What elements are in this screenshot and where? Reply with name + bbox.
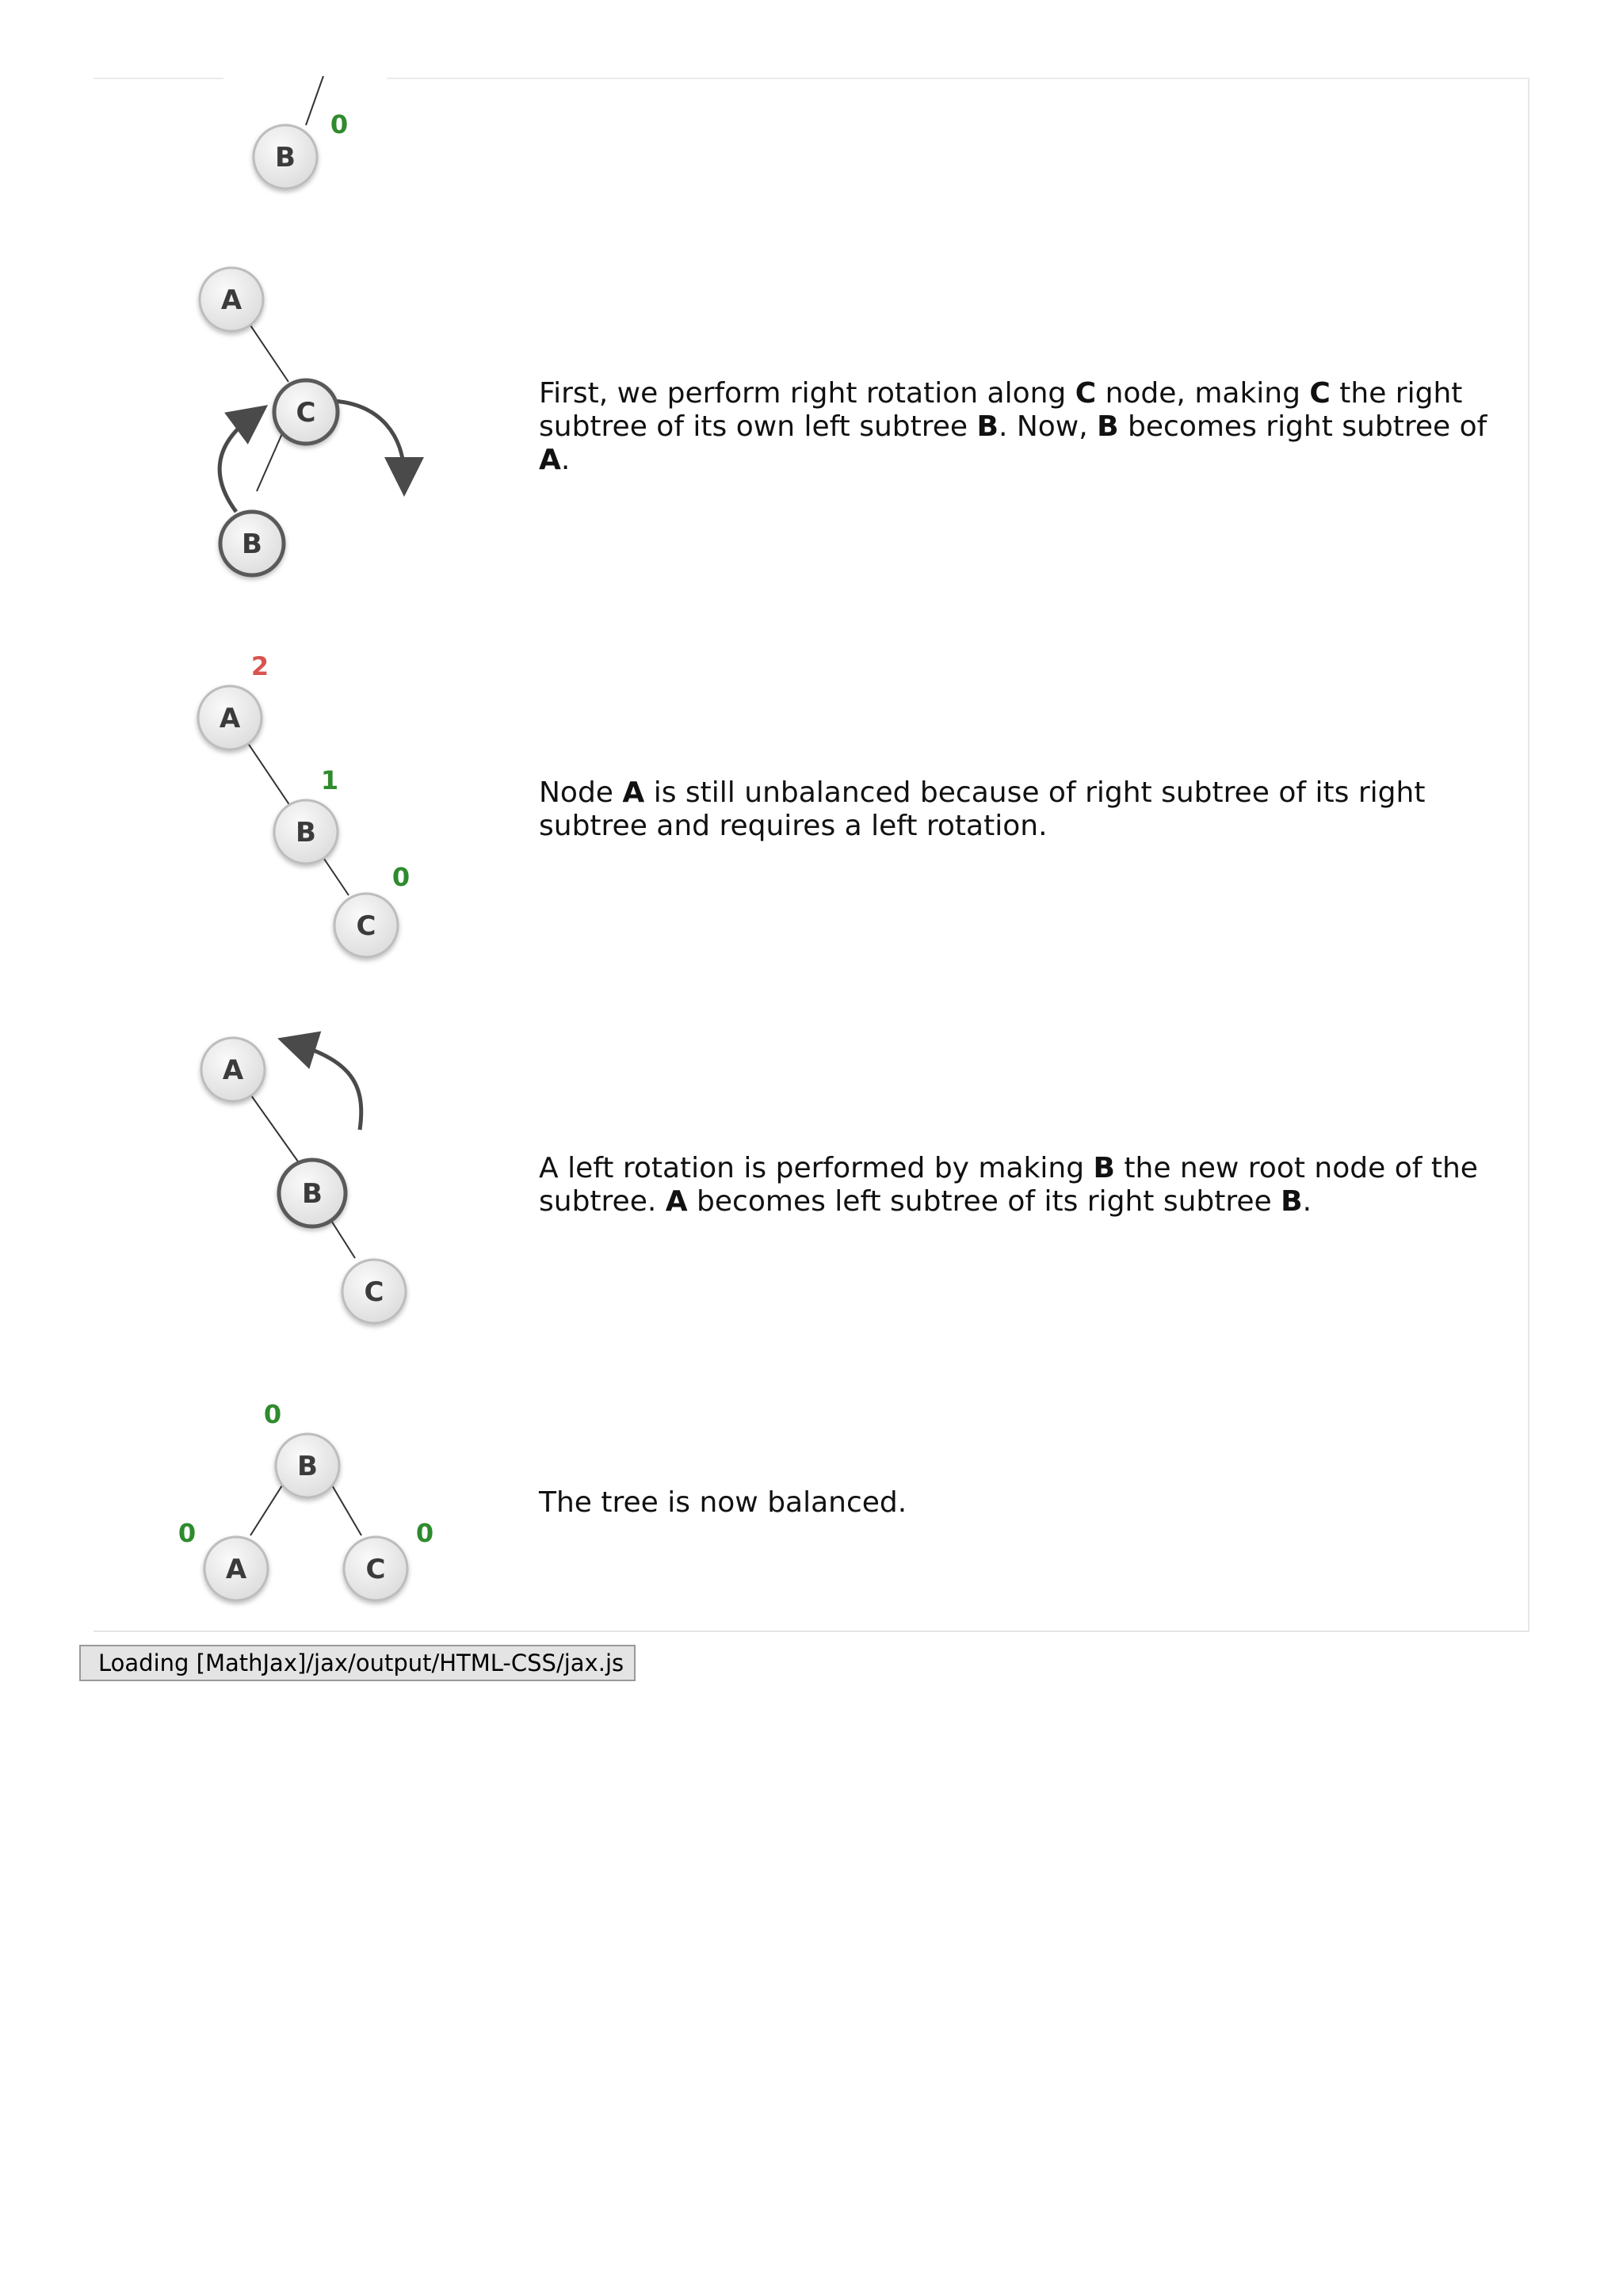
diagram-row3 bbox=[151, 1006, 468, 1339]
step-description: The tree is now balanced. bbox=[539, 1486, 907, 1519]
balance-factor: 2 bbox=[250, 651, 269, 681]
tree-node bbox=[201, 1038, 265, 1101]
tree-node bbox=[344, 1537, 407, 1600]
mathjax-loading-status bbox=[79, 1645, 636, 1681]
tree-node bbox=[254, 125, 317, 189]
step-description: Node A is still unbalanced because of right subtree of its right subtree and requires a left rotation. bbox=[539, 776, 1426, 842]
tree-node bbox=[198, 686, 262, 749]
tree-node bbox=[274, 800, 338, 864]
svg-text:C: C bbox=[364, 1276, 384, 1308]
svg-text:B: B bbox=[242, 528, 262, 560]
svg-text:B: B bbox=[296, 817, 316, 849]
tree-edge bbox=[306, 76, 323, 125]
rotation-arrow bbox=[333, 401, 404, 477]
diagram-row2 bbox=[151, 642, 468, 974]
svg-text:B: B bbox=[275, 142, 296, 174]
svg-text:C: C bbox=[296, 397, 316, 429]
svg-text:C: C bbox=[356, 910, 376, 942]
status-message: Loading [MathJax]/jax/output/HTML-CSS/jax.js bbox=[98, 1650, 624, 1676]
tree-node bbox=[279, 1160, 346, 1226]
tree-node bbox=[274, 380, 338, 444]
tree-node bbox=[276, 1434, 339, 1497]
rotation-arrow bbox=[220, 417, 252, 512]
diagram-row4 bbox=[151, 1386, 468, 1624]
svg-text:B: B bbox=[302, 1178, 323, 1210]
balance-factor: 0 bbox=[415, 1518, 434, 1548]
tree-node bbox=[334, 894, 398, 957]
balance-factor: 1 bbox=[320, 765, 339, 795]
svg-text:A: A bbox=[219, 703, 241, 734]
diagram-row1 bbox=[151, 254, 468, 586]
rotation-arrow bbox=[296, 1044, 361, 1130]
svg-text:A: A bbox=[220, 284, 242, 316]
diagram-row0 bbox=[151, 76, 468, 203]
svg-text:B: B bbox=[297, 1451, 318, 1482]
balance-factor: 0 bbox=[330, 109, 349, 139]
balance-factor: 0 bbox=[391, 862, 411, 892]
tree-node bbox=[204, 1537, 268, 1600]
tree-node bbox=[220, 512, 284, 575]
svg-text:C: C bbox=[365, 1554, 386, 1585]
svg-text:A: A bbox=[222, 1055, 244, 1086]
step-description: First, we perform right rotation along C node, making C the right subtree of its own left subtree B. Now, B becomes right subtree of A. bbox=[539, 377, 1487, 476]
balance-factor: 0 bbox=[263, 1399, 282, 1429]
svg-text:A: A bbox=[225, 1554, 247, 1585]
tree-node bbox=[342, 1260, 406, 1323]
step-description: A left rotation is performed by making B the new root node of the subtree. A becomes left subtree of its right subtree B. bbox=[539, 1152, 1478, 1218]
tree-node bbox=[200, 268, 263, 331]
balance-factor: 0 bbox=[178, 1518, 197, 1548]
